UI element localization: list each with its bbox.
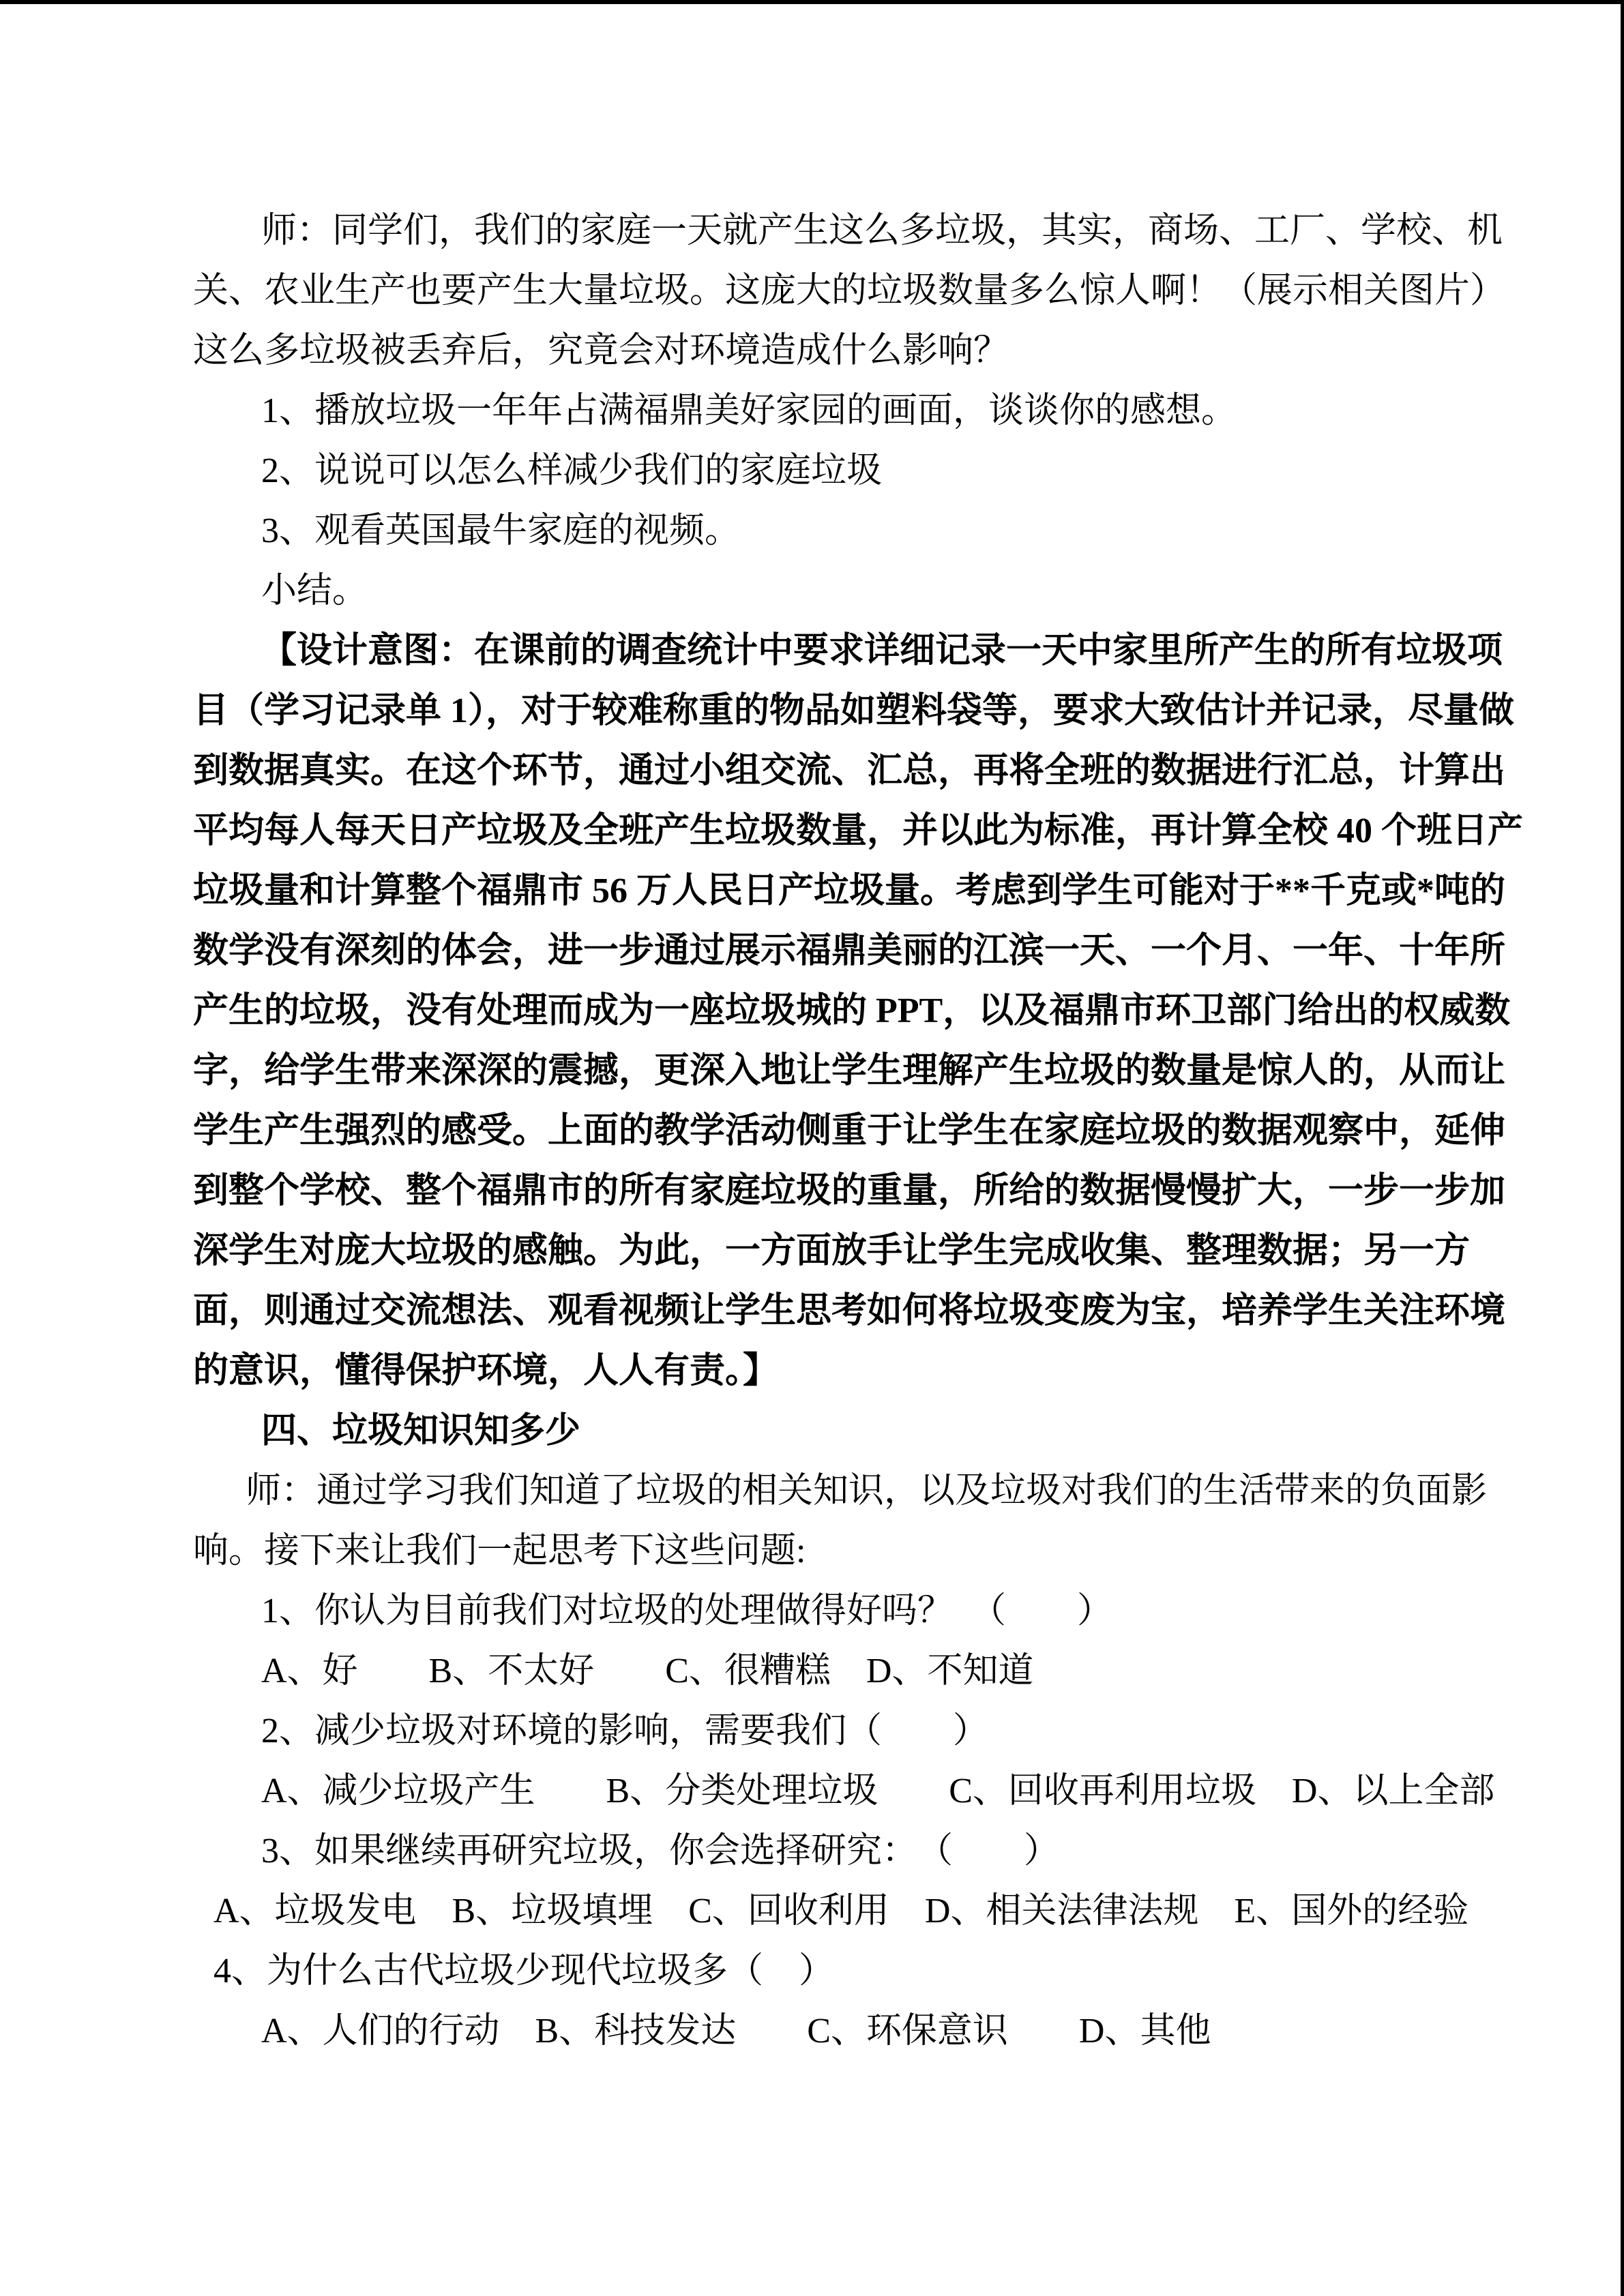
text-line: 1、你认为目前我们对垃圾的处理做得好吗？ （ ）: [261, 1592, 1113, 1630]
text-line: 产生的垃圾，没有处理而成为一座垃圾城的 PPT，以及福鼎市环卫部门给出的权威数: [193, 992, 1511, 1030]
text-line: A、人们的行动 B、科技发达 C、环保意识 D、其他: [261, 2012, 1211, 2051]
text-line: 平均每人每天日产垃圾及全班产生垃圾数量，并以此为标准，再计算全校 40 个班日产: [193, 811, 1524, 850]
text-line: 3、观看英国最牛家庭的视频。: [261, 511, 741, 550]
text-line: 垃圾量和计算整个福鼎市 56 万人民日产垃圾量。考虑到学生可能对于**千克或*吨的: [193, 871, 1506, 910]
text-line: 【设计意图：在课前的调查统计中要求详细记录一天中家里所产生的所有垃圾项: [261, 631, 1503, 670]
text-line: 面，则通过交流想法、观看视频让学生思考如何将垃圾变废为宝，培养学生关注环境: [193, 1292, 1506, 1330]
text-line: 关、农业生产也要产生大量垃圾。这庞大的垃圾数量多么惊人啊！（展示相关图片）: [193, 271, 1506, 310]
text-line: 字，给学生带来深深的震撼，更深入地让学生理解产生垃圾的数量是惊人的，从而让: [193, 1052, 1506, 1090]
text-line: 3、如果继续再研究垃圾，你会选择研究： （ ）: [261, 1832, 1060, 1870]
text-line: A、垃圾发电 B、垃圾填埋 C、回收利用 D、相关法律法规 E、国外的经验: [213, 1892, 1469, 1930]
text-line: 4、为什么古代垃圾少现代垃圾多（ ）: [213, 1952, 835, 1991]
text-line: 1、播放垃圾一年年占满福鼎美好家园的画面，谈谈你的感想。: [261, 391, 1237, 430]
text-line: 小结。: [261, 571, 368, 610]
text-line: 2、减少垃圾对环境的影响，需要我们（ ）: [261, 1712, 989, 1750]
text-line: 四、垃圾知识知多少: [261, 1412, 581, 1450]
text-line: 2、说说可以怎么样减少我们的家庭垃圾: [261, 451, 883, 490]
text-line: A、好 B、不太好 C、很糟糕 D、不知道: [261, 1652, 1034, 1690]
text-line: 数学没有深刻的体会，进一步通过展示福鼎美丽的江滨一天、一个月、一年、十年所: [193, 931, 1506, 970]
text-line: A、减少垃圾产生 B、分类处理垃圾 C、回收再利用垃圾 D、以上全部: [261, 1772, 1495, 1810]
text-line: 到数据真实。在这个环节，通过小组交流、汇总，再将全班的数据进行汇总，计算出: [193, 751, 1506, 790]
text-line: 这么多垃圾被丢弃后，究竟会对环境造成什么影响？: [193, 331, 1009, 370]
text-line: 到整个学校、整个福鼎市的所有家庭垃圾的重量，所给的数据慢慢扩大，一步一步加: [193, 1172, 1506, 1210]
text-line: 响。接下来让我们一起思考下这些问题:: [193, 1532, 806, 1570]
text-line: 深学生对庞大垃圾的感触。为此，一方面放手让学生完成收集、整理数据；另一方: [193, 1232, 1471, 1270]
text-line: 师：通过学习我们知道了垃圾的相关知识，以及垃圾对我们的生活带来的负面影: [246, 1472, 1488, 1510]
text-line: 目（学习记录单 1），对于较难称重的物品如塑料袋等，要求大致估计并记录，尽量做: [193, 691, 1515, 730]
text-line: 师：同学们，我们的家庭一天就产生这么多垃圾，其实，商场、工厂、学校、机: [261, 211, 1503, 250]
text-line: 的意识，懂得保护环境，人人有责。】: [193, 1352, 779, 1390]
text-line: 学生产生强烈的感受。上面的教学活动侧重于让学生在家庭垃圾的数据观察中，延伸: [193, 1112, 1506, 1150]
